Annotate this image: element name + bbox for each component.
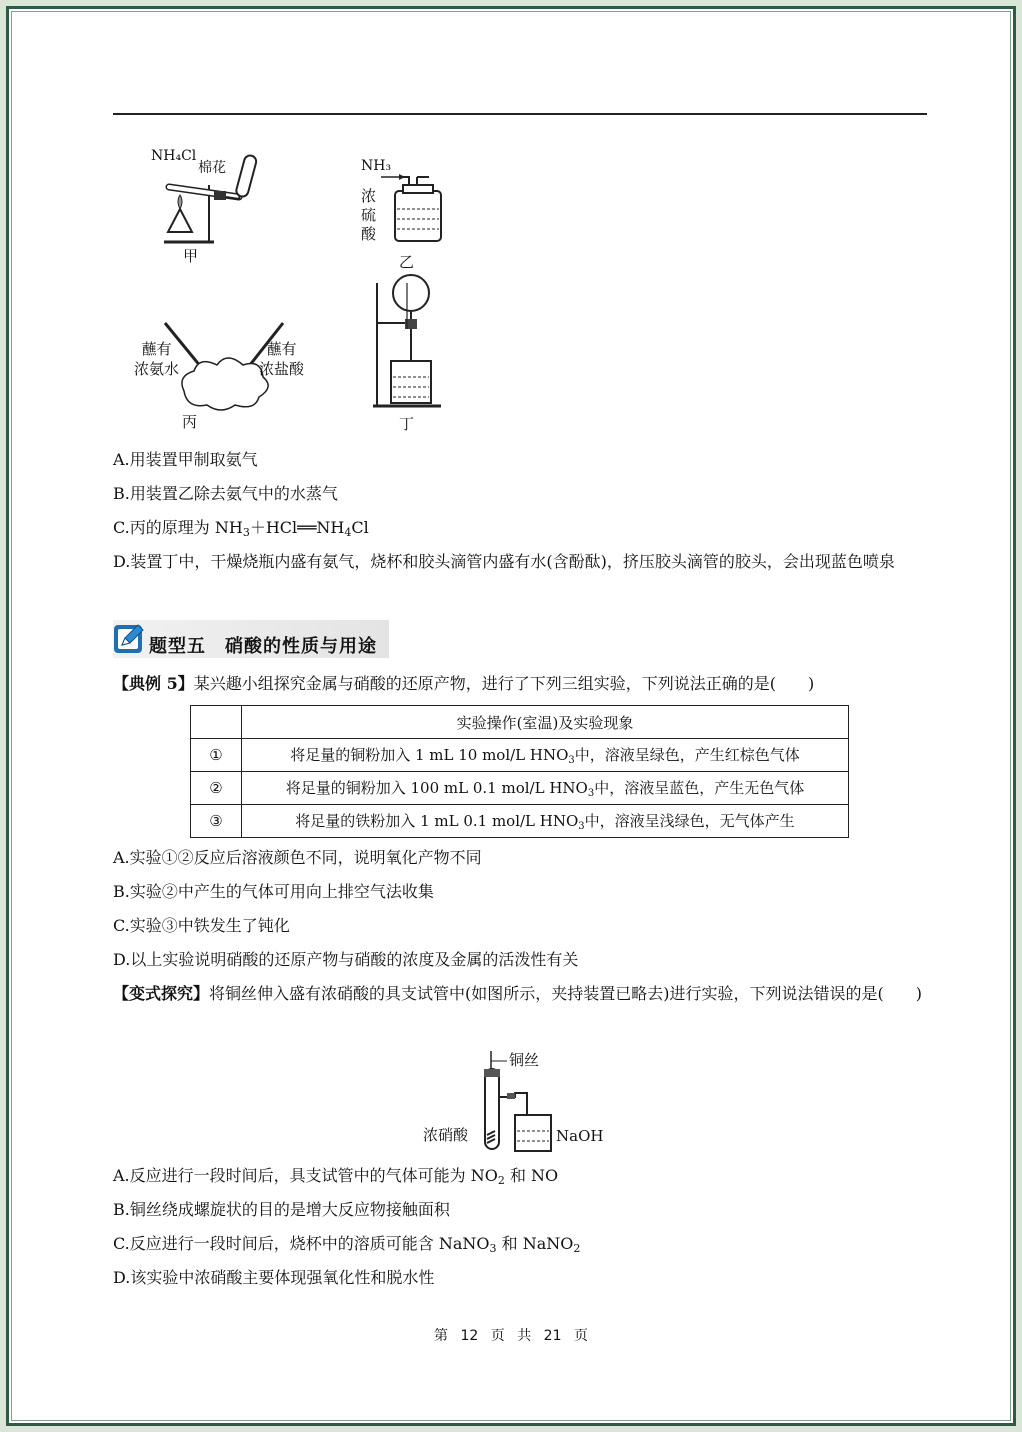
footer-total-pages: 21: [543, 1328, 562, 1344]
q2-option-d: D.以上实验说明硝酸的还原产物与硝酸的浓度及金属的活泼性有关: [113, 950, 579, 969]
footer-ye2: 页: [573, 1328, 588, 1344]
footer-gong: 共: [517, 1328, 532, 1344]
example5-text: 某兴趣小组探究金属与硝酸的还原产物，进行了下列三组实验，下列说法正确的是( ): [193, 674, 815, 693]
table-row: [191, 772, 849, 805]
table-row-text: 将足量的铜粉加入 100 mL 0.1 mol/L $HNO_3$中，溶液呈蓝色，产生无色气体: [242, 772, 849, 805]
q3-option-d: D.该实验中浓硝酸主要体现强氧化性和脱水性: [113, 1268, 435, 1287]
example5-tag: 【典例 5】: [113, 674, 194, 693]
q2-option-b: B.实验②中产生的气体可用向上排空气法收集: [113, 882, 434, 901]
variant-tag: 【变式探究】: [113, 984, 210, 1003]
pencil-icon: [113, 622, 147, 656]
apparatus-yi-figure: [381, 169, 451, 244]
label-conc-sulfuric-acid: 浓 硫 酸: [361, 187, 377, 243]
q3-option-b: B.铜丝绕成螺旋状的目的是增大反应物接触面积: [113, 1200, 450, 1219]
table-row: [191, 805, 849, 838]
section-heading: [113, 620, 389, 658]
label-conc-nitric-acid: 浓硝酸: [423, 1126, 469, 1144]
caption-yi: 乙: [399, 253, 415, 271]
section-title: 题型五 硝酸的性质与用途: [149, 636, 377, 657]
label-conc-ammonia: 蘸有 浓氨水: [134, 340, 180, 378]
label-cotton: 棉花: [198, 160, 226, 176]
table-row-text: 将足量的铁粉加入 1 mL 0.1 mol/L $HNO_3$中，溶液呈浅绿色，无气体产生: [242, 805, 849, 838]
table-row-index: ②: [191, 772, 242, 805]
footer-ye: 页: [490, 1328, 505, 1344]
q2-option-c: C.实验③中铁发生了钝化: [113, 916, 290, 935]
q1-option-c: [113, 517, 369, 544]
example5-question: [113, 673, 814, 695]
footer-di: 第: [434, 1328, 449, 1344]
q1-c-prefix: C.丙的原理为 NH: [113, 518, 243, 537]
q1-option-d: D.装置丁中，干燥烧瓶内盛有氨气，烧杯和胶头滴管内盛有水(含酚酞)，挤压胶头滴管的胶头，会出现蓝色喷泉: [113, 552, 895, 571]
table-header-cell: 实验操作(室温)及实验现象: [242, 706, 849, 739]
caption-bing: 丙: [182, 413, 198, 431]
footer-page-number: 12: [460, 1328, 479, 1344]
table-header-blank: [191, 706, 242, 739]
q3-option-a: A.反应进行一段时间后，具支试管中的气体可能为 $NO_2$ 和 NO: [113, 1166, 559, 1187]
variant-text: 将铜丝伸入盛有浓硝酸的具支试管中(如图所示，夹持装置已略去)进行实验，下列说法错误的是( ): [209, 984, 922, 1003]
q3-option-c: C.反应进行一段时间后，烧杯中的溶质可能含 NaNO$_3$ 和 NaNO$_2$: [113, 1234, 581, 1255]
table-row-index: ①: [191, 739, 242, 772]
header-rule: [113, 113, 927, 115]
apparatus-ding-figure: [367, 271, 447, 411]
variant-question: [113, 977, 925, 1011]
table-header-row: [191, 706, 849, 739]
label-conc-hcl: 蘸有 浓盐酸: [259, 340, 305, 378]
q2-option-a: A.实验①②反应后溶液颜色不同，说明氧化产物不同: [113, 848, 482, 867]
q1-c-sub2: 4: [344, 526, 352, 539]
label-naoh: NaOH: [556, 1127, 604, 1145]
label-nh4cl: NH₄Cl: [151, 148, 197, 164]
q1-c-suffix: Cl: [351, 518, 369, 537]
q1-c-sub1: 3: [242, 526, 250, 539]
caption-jia: 甲: [183, 247, 199, 265]
table-row-index: ③: [191, 805, 242, 838]
table-row: [191, 739, 849, 772]
caption-ding: 丁: [399, 415, 415, 433]
experiment-table: [190, 705, 849, 838]
q1-c-mid: ＋HCl══NH: [249, 518, 345, 537]
table-row-text: 将足量的铜粉加入 1 mL 10 mol/L $HNO_3$中，溶液呈绿色，产生红棕色气体: [242, 739, 849, 772]
q1-option-a: A.用装置甲制取氨气: [113, 450, 258, 469]
page-frame: [6, 6, 1016, 1426]
page-footer: [9, 1325, 1013, 1345]
label-copper-wire: 铜丝: [509, 1051, 540, 1069]
label-nh3: NH₃: [361, 158, 392, 174]
q1-option-b: B.用装置乙除去氨气中的水蒸气: [113, 484, 338, 503]
